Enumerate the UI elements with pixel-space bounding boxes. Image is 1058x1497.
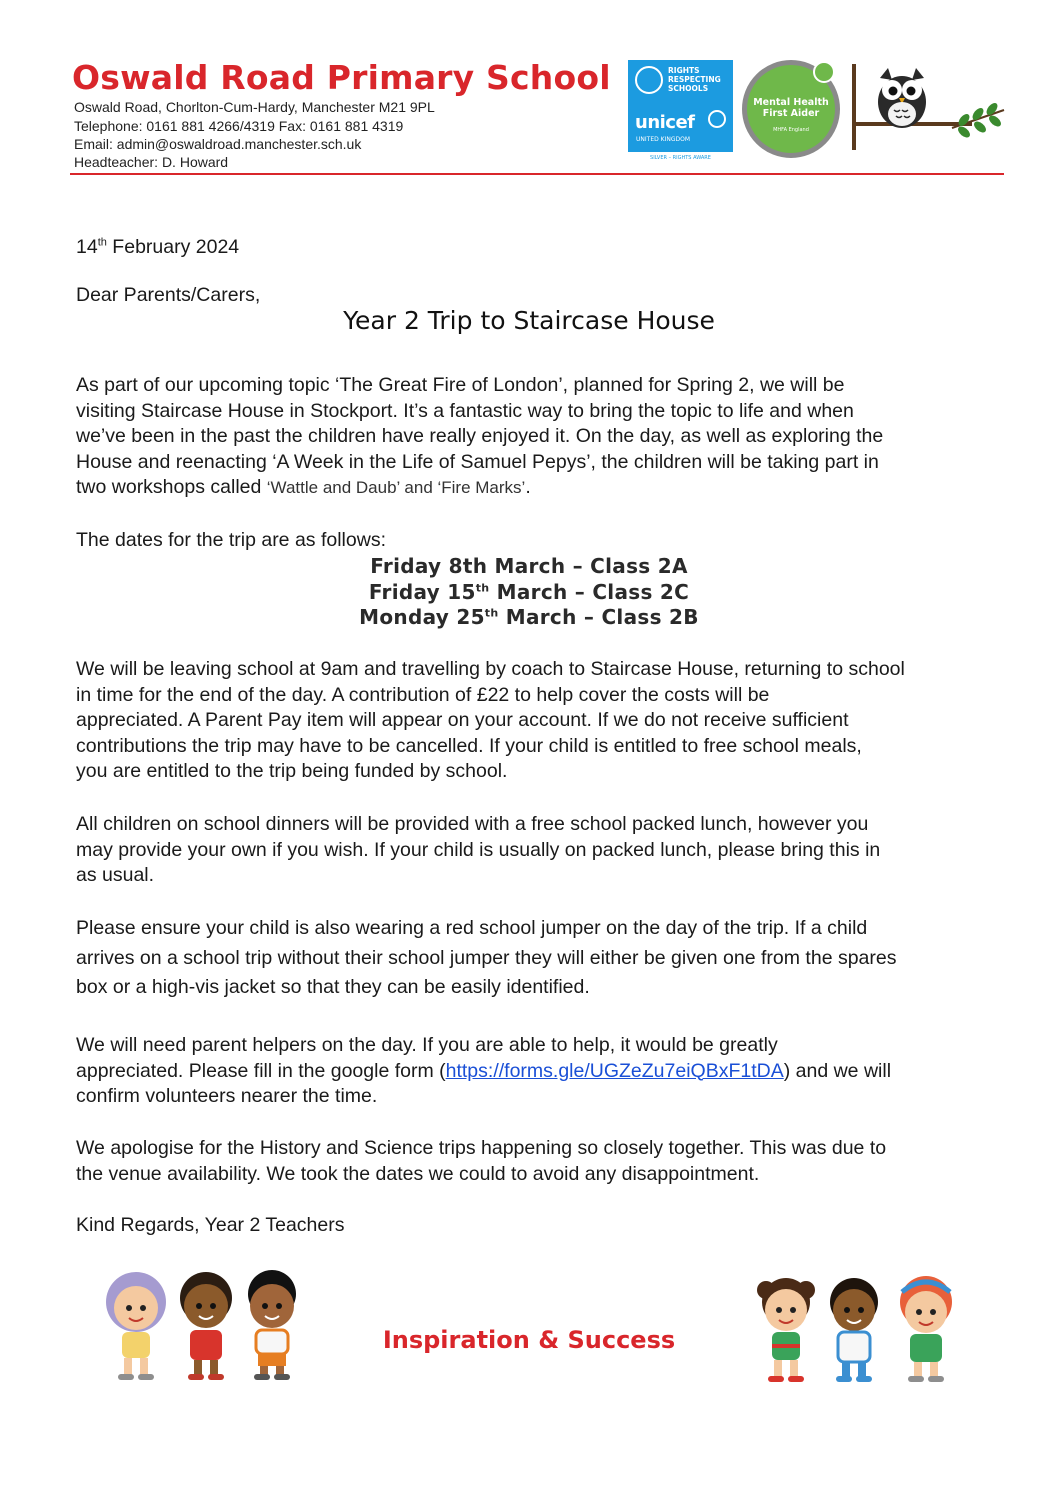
school-name: Oswald Road Primary School [72,58,611,97]
letter-title: Year 2 Trip to Staircase House [343,306,715,335]
paragraph-intro: As part of our upcoming topic ‘The Great Fire of London’, planned for Spring 2, we will be visiting Staircase House in Stockport. It’s a fantastic way to bring the topic to life and when we’ve been in the past the children have really enjoyed it. On the day, as well as exploring the House and reenacting ‘A Week in the Life of Samuel Pepys’, the children will be taking part in two workshops called ‘Wattle and Daub’ and ‘Fire Marks’. [76,374,884,498]
google-form-link[interactable]: https://forms.gle/UGZeZu7eiQBxF1tDA [445,1059,784,1082]
letterhead-divider [70,173,1004,175]
signoff: Kind Regards, Year 2 Teachers [76,1214,345,1236]
paragraph-helpers: We will need parent helpers on the day. If you are able to help, it would be greatly appreciated. Please fill in the google form (https://forms.gle/UGZeZu7eiQBxF1tDA) and we will confirm volunteers nearer the time. [76,1034,892,1107]
paragraph-travel-cost: We will be leaving school at 9am and travelling by coach to Staircase House, returning to school in time for the end of the day. A contribution of £22 to help cover the costs will be appreciated. A Parent Pay item will appear on your account. If we do not receive sufficient contributions the trip may have to be cancelled. If your child is entitled to free school meals, you are entitled to the trip being funded by school. [76,658,905,782]
trip-dates-list [0,554,1058,631]
owl-icon [872,64,932,130]
trip-date-item: Friday 8th March – Class 2A [370,554,688,578]
school-motto: Inspiration & Success [382,1326,676,1354]
school-phone: Telephone: 0161 881 4266/4319 Fax: 0161 881 4319 [74,118,404,134]
letter-date: 14th February 2024 [76,236,240,258]
trip-date-item: Friday 15th March – Class 2C [368,579,690,604]
school-address: Oswald Road, Chorlton-Cum-Hardy, Manchester M21 9PL [74,99,435,115]
dates-intro: The dates for the trip are as follows: [76,529,386,551]
salutation: Dear Parents/Carers, [76,284,261,306]
leaf-icon [950,100,1008,142]
headteacher: Headteacher: D. Howard [74,154,229,170]
unicef-badge-icon: RIGHTS RESPECTING SCHOOLS unicef UNITED KINGDOM SILVER – RIGHTS AWARE [628,60,733,164]
mental-health-badge-icon: Mental Health First Aider MHFA England [742,60,840,158]
children-right-illustration [746,1266,966,1388]
children-left-illustration [96,1264,312,1384]
trip-date-item: Monday 25th March – Class 2B [359,605,699,629]
paragraph-lunch: All children on school dinners will be provided with a free school packed lunch, however you may provide your own if you wish. If your child is usually on packed lunch, please bring this in as usual. [76,813,881,886]
branch-decoration [852,64,856,150]
paragraph-apology: We apologise for the History and Science trips happening so closely together. This was due to the venue availability. We took the dates we could to avoid any disappointment. [76,1137,887,1185]
paragraph-uniform: Please ensure your child is also wearing a red school jumper on the day of the trip. If a child arrives on a school trip without their school jumper they will either be given one from the spares box or a high-vis jacket so that they can be easily identified. [76,917,897,998]
school-email: Email: admin@oswaldroad.manchester.sch.uk [74,136,362,152]
